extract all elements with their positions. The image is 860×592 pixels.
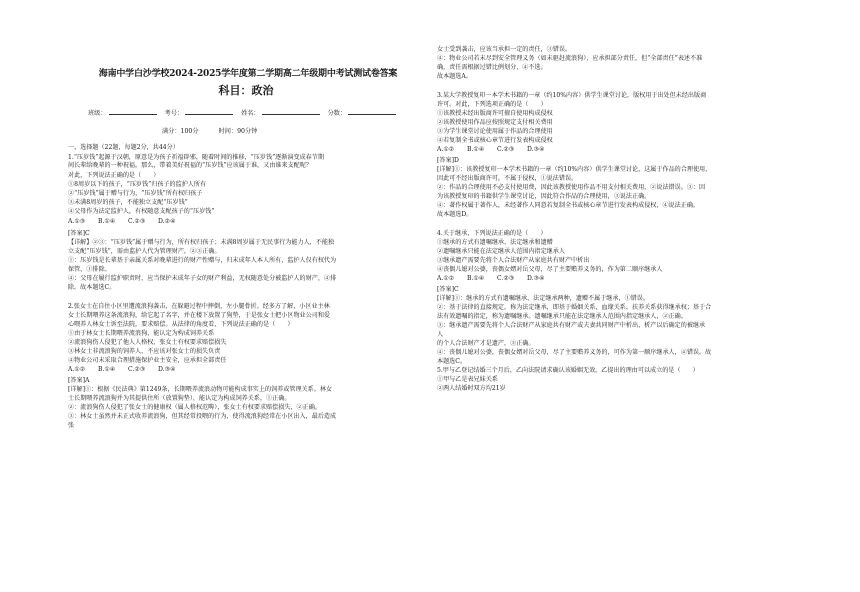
text-line: ③为学生课堂讨论使用属于作品的合理使用 [437,128,553,135]
text-line: ④若复制全书或核心章节进行发表构成侵权 [437,137,553,144]
text-line: ①继承的方式有遗嘱继承、法定继承和遗赠 [437,239,553,246]
exam-number-label: 考号： [164,110,184,117]
text-line: 1.“压岁钱”起源于汉朝，原意是为孩子祈福辟邪，随着时间的推移，“压岁钱”逐渐演变成春节期 [68,154,324,161]
text-line: ②流浪狗伤人侵犯了他人人格权，张女士有权要求赔偿损失 [68,339,227,346]
text-line: 女士长期喂养这条流浪狗，给它起了名字，并在楼下放置了狗垫，于是张女士把小区物业公司和爱 [68,312,331,319]
option-label: C.②③ [497,275,515,282]
text-line: 女士受到袭击，应该当承担一定的责任，③错误。 [437,46,572,53]
text-line: ②：基于法律的直接规定，称为法定继承，即基于婚姻关系、血缘关系、扶养关系获得继承权；基于合 [437,304,712,311]
text-line: 【详解】②③：“压岁钱”属于赠与行为，所有权归孩子；未满8周岁属于无民事行为能力人，不能独 [68,239,335,246]
text-line: [详解]①：该教授复印一本学术书籍的一章（约10%内容）供学生课堂讨论，这属于作品的合理使用， [437,166,712,173]
text-line: ②该教授使用作品应按照规定支付相关费用 [437,119,553,126]
text-line: ①由于林女士长期喂养流浪狗，能认定为构成饲养关系 [68,330,215,337]
text-line: 本题选C。 [437,358,467,365]
class-label: 班级： [88,110,107,117]
class-blank [109,114,157,115]
text-line: [详解]①：根据《民法典》第1249条，长期喂养流浪动物可能构成事实上的饲养或管理关系。林女 [68,386,333,393]
score-label: 分数： [327,110,347,117]
text-line: 2.张女士在自住小区里遭流浪狗袭击，在躲避过程中摔倒，左小腿骨折。经多方了解，小区业主林 [68,303,330,310]
page-title: 海南中学白沙学校2024-2025学年度第二学期高二年级期中考试测试卷答案 [98,69,398,79]
text-line: 的个人合法财产才是遗产，③正确。 [437,340,535,347]
text-line: 4.关于继承，下列说法正确的是（ ） [437,230,547,237]
text-line: ④丧偶儿媳对公婆，丧偶女婿对岳父母，尽了主要赡养义务的，作为第二顺序继承人 [437,266,663,273]
answer-options [68,366,188,374]
option-label: B.①④ [467,275,485,282]
text-line: 5.甲与乙登记结婚三个月后，乙向法院请求确认该婚姻无效。乙提出的理由可以成立的是（ ） [437,367,699,374]
text-line: ③：林女士虽然并未正式收养流浪狗，但其经常投喂的行为，使得流浪狗经常在小区出入，最后造成 [68,413,337,420]
text-line: ④：物业公司若未尽到安全管理义务（如未驱赶流浪狗），应承担部分责任，但“全部责任”表述不准 [437,55,703,62]
option-label: A.①③ [68,218,86,225]
option-label: B.①④ [98,218,116,225]
exam-meta [162,126,275,135]
text-line: ②遗嘱继承只能在法定继承人范围内指定继承人 [437,248,565,255]
text-line: 对此，下列说法正确的是（ ） [68,172,160,179]
text-line: 人 [437,331,444,338]
text-line: 除。故本题选C。 [68,284,116,291]
text-line: ①8周岁以下的孩子，“压岁钱”归孩子的监护人所有 [68,181,207,188]
subject-heading: 科目：政治 [218,84,274,97]
text-line: 保管，①排除。 [68,266,111,273]
text-line: 故本题选D。 [437,211,473,218]
text-line: ③林女士非流浪狗的饲养人，不应该对张女士的损失负责 [68,348,221,355]
option-label: D.③④ [527,146,545,153]
name-label: 姓名： [241,110,260,117]
text-line: 确，责任需根据过错比例划分，④不选。 [437,64,547,71]
text-line: [答案]C [437,286,459,293]
option-label: A.①② [437,146,455,153]
text-line: ③继承遗产需要先将个人合法财产从家庭共有财产中析出 [437,257,590,264]
text-line: ①甲与乙是表兄妹关系 [437,376,498,383]
exam-number-blank [185,114,233,115]
option-label: B.①④ [467,146,485,153]
option-label: A.①② [437,275,455,282]
student-info-line [88,108,402,117]
text-line: 因此可不经出版商许可，不属于侵权，①说法错误。 [437,175,578,182]
text-line: 3.某大学教授复印一本学术书籍的一章（约10%内容）供学生课堂讨论，版权用于出处但未经出版商 [437,92,707,99]
text-line: [详解]①：继承的方式有遗嘱继承、法定继承两种，遗赠不属于继承，①错误。 [437,295,649,302]
text-line: ③未满8周岁的孩子，不能独立支配“压岁钱” [68,199,188,206]
option-label: C.②③ [128,366,146,373]
text-line: ④物业公司未采取合理措施保护业主安全，应承担全部责任 [68,357,227,364]
option-label: D.③④ [158,366,176,373]
option-label: D.②④ [158,218,176,225]
score-blank [348,114,396,115]
text-line: 间长辈给晚辈的一种祝福。那么，带着美好祝福的“压岁钱”应该属于谁，又由谁来支配呢？ [68,162,312,169]
text-line: ④：著作权属于著作人，未经著作人同意若复制全书或核心章节进行发表构成侵权，④说法正确。 [437,202,700,209]
answer-options [437,146,557,154]
text-line: ②：流浪狗伤人侵犯了张女士的健康权（属人格权范畴），张女士有权要求赔偿损失，②正确。 [68,404,321,411]
text-line: ②“压岁钱”属于赠与行为，“压岁钱”所有权归孩子 [68,190,203,197]
answer-options [437,275,557,283]
option-label: C.②③ [497,146,515,153]
text-line: [答案]A [68,377,90,384]
text-line: ②两人结婚时双方均21岁 [437,385,506,392]
text-line: ④父母作为法定监护人，有权随意支配孩子的“压岁钱” [68,208,215,215]
full-score: 满分：100分 [162,128,199,135]
text-line: 许可。对此，下列选项正确的是（ ） [437,101,547,108]
option-label: B.①④ [98,366,116,373]
text-line: ①：压岁钱是长辈基于亲属关系对晚辈进行的财产性赠与，归未成年人本人所有，监护人仅有权代为 [68,257,337,264]
text-line: ③：继承遗产需要先将个人合法财产从家庭共有财产或夫妻共同财产中析出，析产以后确定的被继承 [437,322,706,329]
exam-time: 时间：90分钟 [218,128,258,135]
option-label: D.③④ [527,275,545,282]
option-label: C.②③ [128,218,146,225]
text-line: [答案]D [437,157,459,164]
text-line: [答案]C [68,230,90,237]
text-line: 法有效遗嘱的指定，称为遗嘱继承。遗嘱继承只能在法定继承人范围内指定继承人，②正确。 [437,313,687,320]
text-line: 张 [68,422,75,429]
name-blank [262,114,320,115]
text-line: 心喂养人林女士诉至法院，要求赔偿。从法律的角度看，下列说法正确的是（ ） [68,321,294,328]
text-line: 一、选择题（22题，每题2分，共44分） [68,144,179,151]
answer-options [68,218,188,226]
text-line: ④：丧偶儿媳对公婆，丧偶女婿对岳父母，尽了主要赡养义务的，可作为第一顺序继承人，④错误。故 [437,349,712,356]
text-line: 士长期喂养流浪狗并为其提供住所（放置狗垫），能认定为构成饲养关系，①正确。 [68,395,291,402]
text-line: 立支配“压岁钱”，需由监护人代为管理财产，②③正确。 [68,248,221,255]
option-label: A.①② [68,366,86,373]
text-line: ②：作品的合理使用不必支付使用费，因此该教授使用作品不用支付相关费用，②说法错误。③：因 [437,184,706,191]
text-line: 故本题选A。 [437,73,472,80]
text-line: 为该教授复印的书籍供学生课堂讨论，因此符合作品的合理使用，③说法正确。 [437,193,651,200]
text-line: ④：父母在履行监护职责时，应当保护未成年子女的财产利益，无权随意处分被监护人的财产，④排 [68,275,337,282]
text-line: ①该教授未经出版商许可擅自使用构成侵权 [437,110,553,117]
